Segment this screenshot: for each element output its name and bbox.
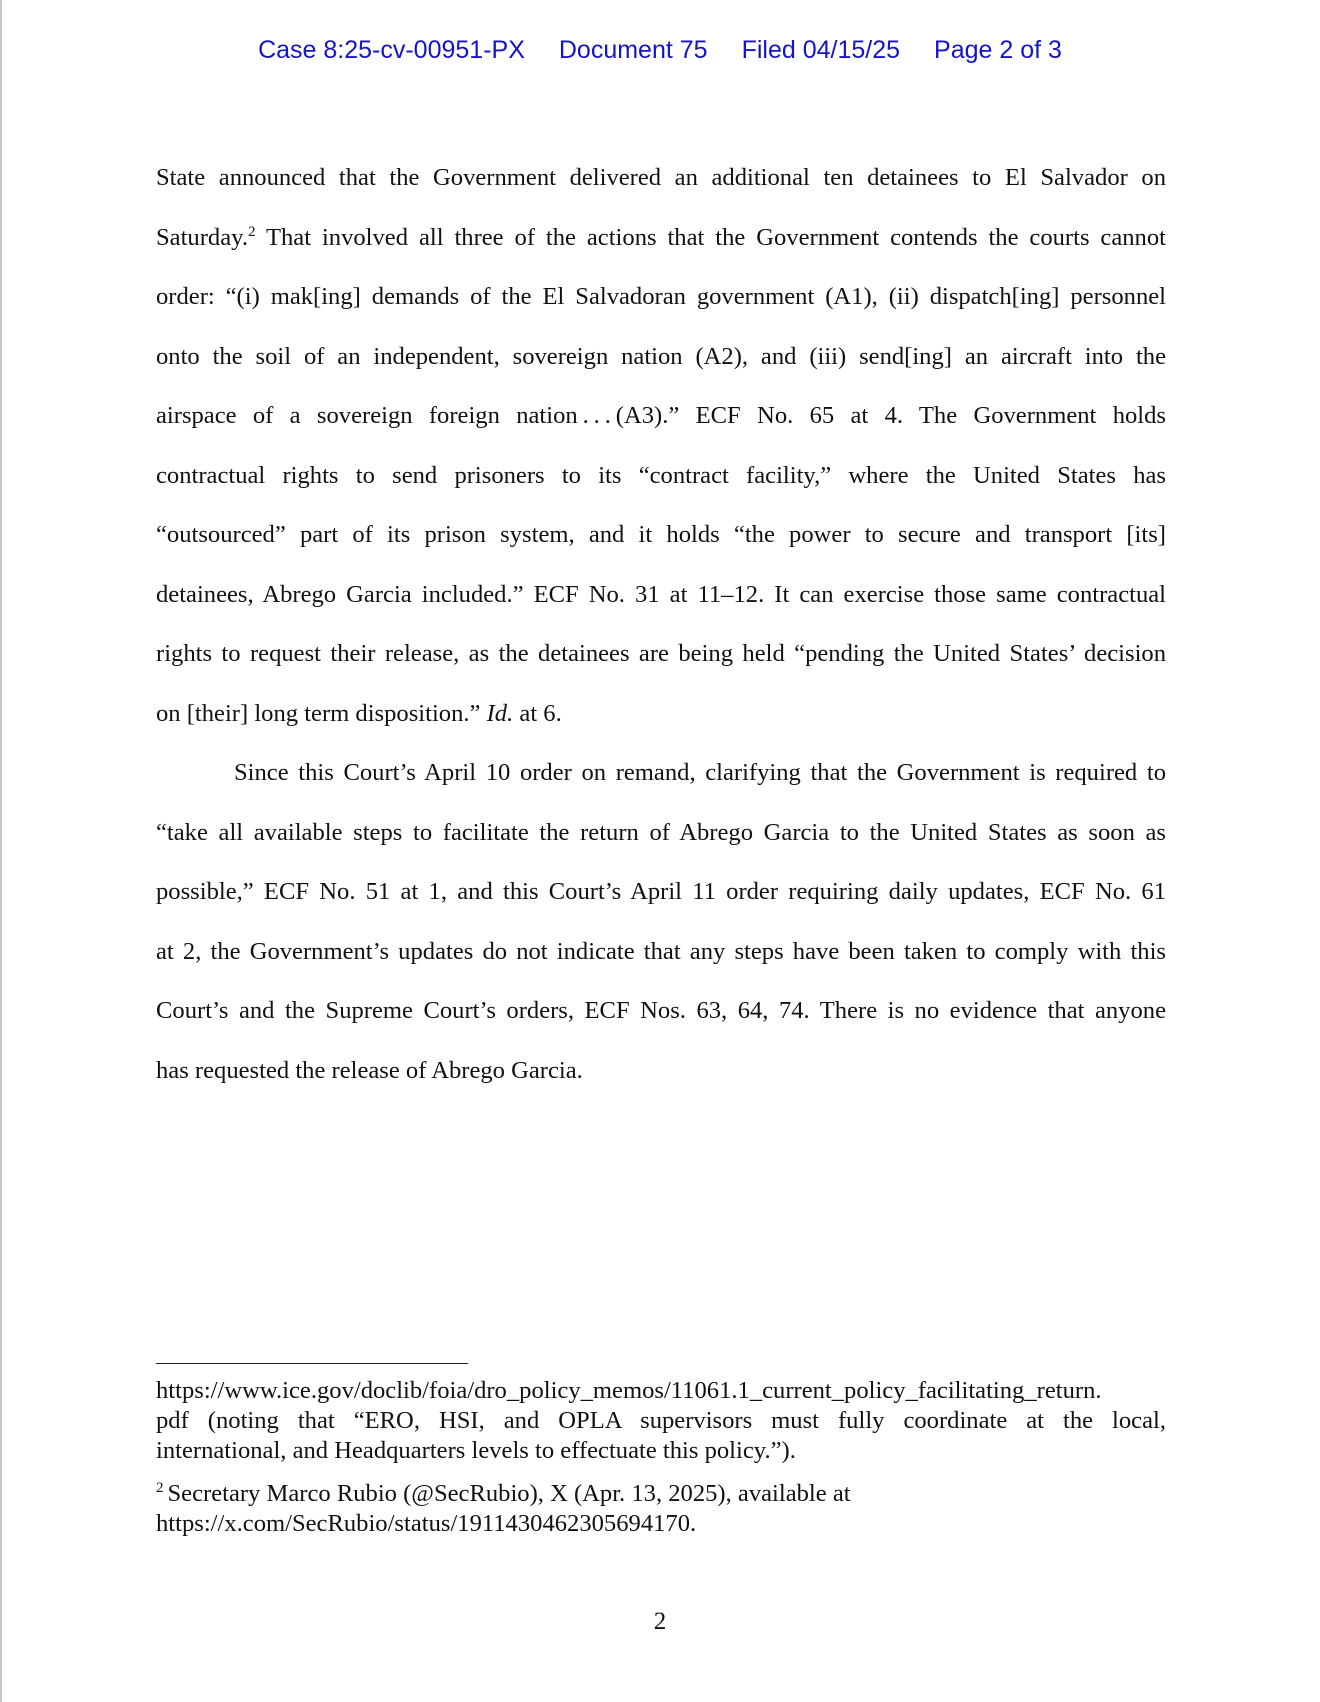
footnote-number: 2 — [156, 1480, 164, 1496]
body-text-span: on [their] long term disposition.” — [156, 699, 481, 727]
body-line: rights to request their release, as the detainees are being held “pending the United States’ decision — [156, 640, 1166, 667]
body-line — [156, 684, 1166, 744]
body-text-span: at 6. — [513, 699, 562, 727]
body-line: detainees, Abrego Garcia included.” ECF No. 31 at 11–12. It can exercise those same contractual — [156, 580, 1166, 608]
body-line: onto the soil of an independent, sovereign nation (A2), and (iii) send[ing] an aircraft into the — [156, 342, 1166, 370]
header-case-number: Case 8:25-cv-00951-PX — [258, 36, 525, 64]
header-document-number: Document 75 — [558, 36, 708, 64]
footnote-url-link[interactable]: https://x.com/SecRubio/status/1911430462305694170. — [156, 1510, 697, 1537]
paragraph-1 — [156, 148, 1166, 743]
paragraph-2 — [156, 743, 1166, 1100]
footnote-text: Secretary Marco Rubio (@SecRubio), X (Apr. 13, 2025), available at — [167, 1480, 851, 1507]
body-text-span: That involved all three of the actions that the Government contends the courts cannot — [265, 223, 1166, 251]
body-line: “outsourced” part of its prison system, and it holds “the power to secure and transport [its] — [156, 521, 1166, 548]
header-filed-date: Filed 04/15/25 — [741, 36, 901, 64]
body-line — [156, 208, 1166, 268]
id-citation: Id. — [486, 699, 514, 727]
page-edge — [0, 0, 2, 1702]
footnote-line — [156, 1479, 1166, 1509]
footnote-2 — [156, 1479, 1166, 1539]
body-line: “take all available steps to facilitate the return of Abrego Garcia to the United States as soon as — [156, 818, 1166, 846]
footnote-separator — [156, 1363, 468, 1364]
ecf-header — [0, 36, 1320, 65]
body-text — [156, 148, 1166, 1100]
body-line: contractual rights to send prisoners to its “contract facility,” where the United States has — [156, 461, 1166, 489]
body-line: airspace of a sovereign foreign nation . . . (A3).” ECF No. 65 at 4. The Government holds — [156, 402, 1166, 429]
body-line: at 2, the Government’s updates do not indicate that any steps have been taken to comply with this — [156, 937, 1166, 965]
body-line: has requested the release of Abrego Garcia. — [156, 1056, 583, 1084]
body-line: Since this Court’s April 10 order on remand, clarifying that the Government is required to — [234, 759, 1166, 786]
body-line: Court’s and the Supreme Court’s orders, ECF Nos. 63, 64, 74. There is no evidence that anyone — [156, 997, 1166, 1024]
header-page-count: Page 2 of 3 — [934, 36, 1062, 64]
footnote-line: pdf (noting that “ERO, HSI, and OPLA supervisors must fully coordinate at the local, — [156, 1407, 1166, 1434]
page-number: 2 — [653, 1608, 667, 1635]
footnote-url-link[interactable]: https://www.ice.gov/doclib/foia/dro_policy_memos/11061.1_current_policy_facilitating_return. — [156, 1377, 1102, 1404]
body-line: possible,” ECF No. 51 at 1, and this Court’s April 11 order requiring daily updates, ECF No. 61 — [156, 878, 1166, 905]
body-text-span: Saturday. — [156, 223, 248, 251]
footnote-1-continued — [156, 1376, 1166, 1466]
footnotes — [156, 1376, 1166, 1539]
body-line: order: “(i) mak[ing] demands of the El Salvadoran government (A1), (ii) dispatch[ing] personnel — [156, 283, 1166, 310]
footnote-line: international, and Headquarters levels to effectuate this policy.”). — [156, 1437, 796, 1464]
body-line: State announced that the Government delivered an additional ten detainees to El Salvador on — [156, 164, 1166, 191]
footnote-ref-2[interactable]: 2 — [247, 223, 256, 240]
